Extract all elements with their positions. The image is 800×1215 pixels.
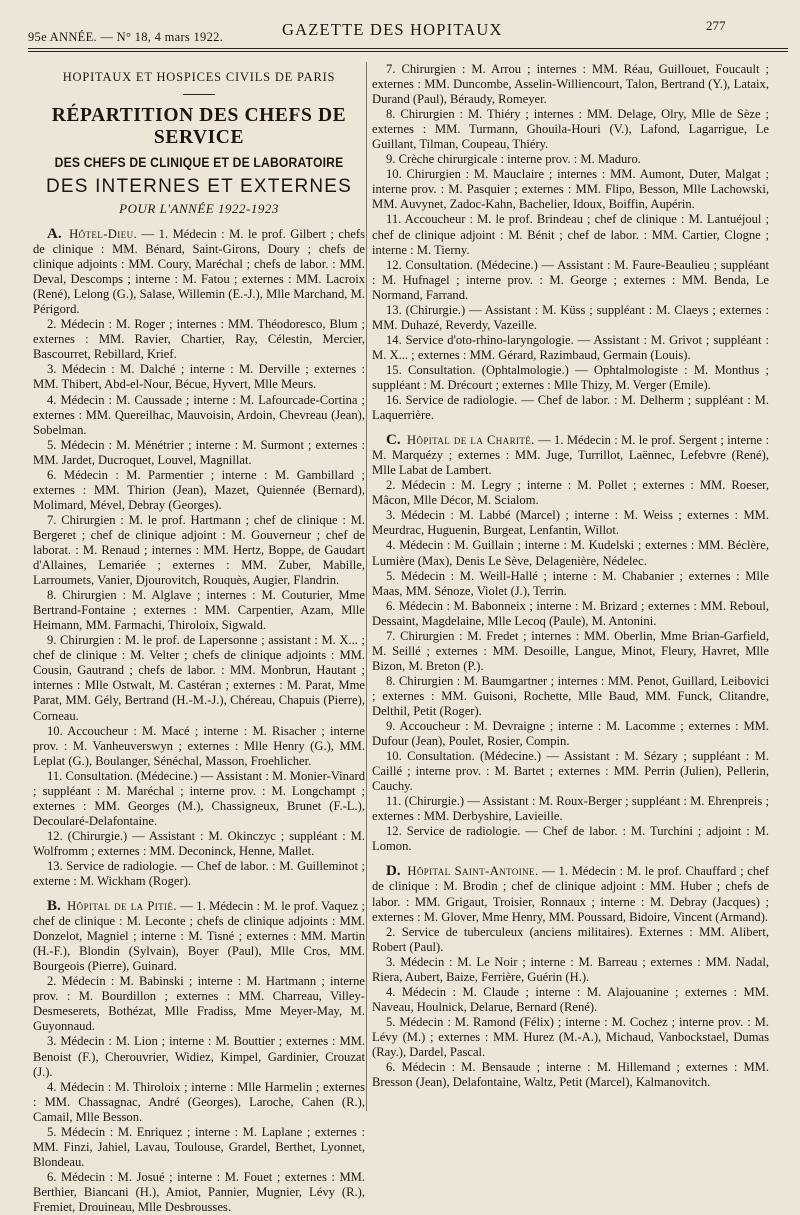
section-letter: C.: [386, 432, 401, 449]
service-entry: 16. Service de radiologie. — Chef de labor. : M. Delherm ; suppléant : M. Laquerrière.: [372, 393, 769, 423]
service-entry: 11. Consultation. (Médecine.) — Assistant : M. Monier-Vinard ; suppléant : M. Maréchal ; interne prov. : M. Longchampt ; externes : MM. Georges (M.), Chassigneux, Brunet (F.-L.), Decoularé-Delafontaine.: [33, 768, 365, 828]
service-entry: 3. Médecin : M. Le Noir ; interne : M. Barreau ; externes : MM. Nadal, Riera, Aubert, Baize, Ferrière, Guérin (H.).: [372, 954, 769, 984]
service-entry: 15. Consultation. (Ophtalmologie.) — Ophtalmologiste : M. Monthus ; suppléant : M. Drécourt ; externes : Mlle Thizy, M. Verger (Emile).: [372, 362, 769, 392]
journal-title: GAZETTE DES HOPITAUX: [282, 20, 503, 39]
service-entry: 12. Service de radiologie. — Chef de labor. : M. Turchini ; adjoint : M. Lomon.: [372, 824, 769, 854]
title-divider: [183, 94, 215, 95]
service-entry: 7. Chirurgien : M. Arrou ; internes : MM. Réau, Guillouet, Foucault ; externes : MM. Duncombe, Asselin-Williencourt, Talon, Bertrand (Y.), Lataix, Durand (Paul), Béraudy, Romeyer.: [372, 62, 769, 107]
service-entry: 9. Crèche chirurgicale : interne prov. : M. Maduro.: [386, 152, 641, 167]
service-entry: 2. Médecin : M. Babinski ; interne : M. Hartmann ; interne prov. : M. Bourdillon ; externes : MM. Charreau, Villey-Desmeserets, Bothézat, Mlle Fradiss, Mme Meyer-May, M. Guyonnaud.: [33, 974, 365, 1034]
hospital-name: Hôpital Saint-Antoine.: [407, 864, 539, 879]
section-pitie: [33, 899, 365, 1215]
right-column: [372, 62, 769, 1145]
service-entry: 5. Médecin : M. Ménétrier ; interne : M. Surmont ; externes : MM. Jardet, Ducroquet, Louvel, Magnillat.: [33, 437, 365, 467]
service-entry: 10. Chirurgien : M. Mauclaire ; internes : MM. Aumont, Duter, Malgat ; interne prov. : M. Pasquier ; externes : MM. Flipo, Besson, Mlle Lachowski, MM. Auvynet, Zadoc-Kahn, Bachelier, Idoux, Boiffin, Aupérin.: [372, 167, 769, 212]
service-entry: 12. Consultation. (Médecine.) — Assistant : M. Faure-Beaulieu ; suppléant : M. Hufnagel ; interne prov. : M. George ; externes : MM. Benda, Le Normand, Farrand.: [372, 257, 769, 302]
section-letter: D.: [386, 863, 401, 880]
section-saint-antoine: [372, 864, 769, 1090]
column-separator: [366, 62, 367, 1111]
section-letter: B.: [47, 898, 61, 915]
service-entry: 3. Médecin : M. Dalché ; interne : M. Derville ; externes : MM. Thibert, Abd-el-Nour, Bécue, Hyvert, Mlle Meurs.: [33, 362, 365, 392]
service-entry: 10. Consultation. (Médecine.) — Assistant : M. Sézary ; suppléant : M. Caillé ; interne prov. : M. Bartet ; externes : MM. Perrin (Julien), Pellerin, Cauchy.: [372, 749, 769, 794]
header-rule-bottom: [28, 51, 788, 52]
paragraph-text: — 1. Médecin : M. le prof. Gilbert ; chefs de clinique : MM. Bénard, Saint-Girons, Doury ; chefs de clinique adjoints : MM. Coury, Maréchal ; chefs de labor. : MM. Deval, Descomps ; interne : M. Fatou ; externes : MM. Lacroix (René), Lelong (G.), Salase, Willemin (E.-J.), Mlle Marchand, M. Périgord.: [33, 227, 365, 317]
service-entry: 6. Médecin : M. Josué ; interne : M. Fouet ; externes : MM. Berthier, Biancani (H.), Amiot, Pannier, Mugnier, Lévy (R.), Fremiet, Drouineau, Mlle Desbrousses.: [33, 1169, 365, 1214]
hospital-name: Hôpital de la Pitié.: [67, 899, 177, 914]
page-number: 277: [706, 18, 726, 33]
service-entry: 3. Médecin : M. Lion ; interne : M. Bouttier ; externes : MM. Benoist (F.), Cherouvrier, Widiez, Kimpel, Gardinier, Crouzat (J.).: [33, 1034, 365, 1079]
service-entry: 2. Médecin : M. Roger ; internes : MM. Théodoresco, Blum ; externes : MM. Ravier, Chartier, Ray, Célestin, Mercier, Bascourret, Rebillard, Krief.: [33, 317, 365, 362]
left-column: [33, 62, 365, 1214]
service-entry: 3. Médecin : M. Labbé (Marcel) ; interne : M. Weiss ; externes : MM. Meurdrac, Huguenin, Burgeat, Lenfantin, Willot.: [372, 508, 769, 538]
section-pitie-continued: [372, 62, 769, 423]
issue-info: 95e ANNÉE. — N° 18, 4 mars 1922.: [28, 30, 224, 44]
section-paragraph: [33, 899, 365, 974]
section-hotel-dieu: [33, 227, 365, 889]
service-entry: 13. Service de radiologie. — Chef de labor. : M. Guilleminot ; externe : M. Wickham (Roger).: [33, 858, 365, 889]
hospital-name: Hôpital de la Charité.: [406, 433, 535, 448]
service-entry: 4. Médecin : M. Thiroloix ; interne : Mlle Harmelin ; externes : MM. Chassagnac, André (Georges), Laroche, Cahen (R.), Camail, Mlle Besson.: [33, 1079, 365, 1124]
service-entry: 6. Médecin : M. Bensaude ; interne : M. Hillemand ; externes : MM. Bresson (Jean), Delafontaine, Waltz, Petit (Marcel), Kalmanovitch.: [372, 1060, 769, 1090]
service-entry: 5. Médecin : M. Ramond (Félix) ; interne : M. Cochez ; interne prov. : M. Lévy (M.) ; externes : MM. Hurez (M.-A.), Michaud, Vanbockstael, Dumas (Ray.), Dardel, Pascal.: [372, 1014, 769, 1059]
service-entry: 2. Service de tuberculeux (anciens militaires). Externes : MM. Alibert, Robert (Paul).: [372, 924, 769, 954]
service-entry: 14. Service d'oto-rhino-laryngologie. — Assistant : M. Grivot ; suppléant : M. X... ; externes : MM. Gérard, Razimbaud, Germain (Louis).: [372, 332, 769, 362]
year-line: POUR L'ANNÉE 1922-1923: [119, 201, 279, 216]
section-charite: [372, 433, 769, 854]
service-entry: 4. Médecin : M. Guillain ; interne : M. Kudelski ; externes : MM. Béclère, Lumière (Max), Denis Le Sève, Delagenière, Nédelec.: [372, 538, 769, 568]
service-entry: 8. Chirurgien : M. Thiéry ; internes : MM. Delage, Olry, Mlle de Sèze ; externes : MM. Turmann, Ghouila-Houri (V.), Lafond, Lagarrigue, Le Guillant, Tilman, Coupeau, Thiéry.: [372, 107, 769, 152]
hospitals-heading: HOPITAUX ET HOSPICES CIVILS DE PARIS: [62, 70, 336, 84]
paragraph-text: — 1. Médecin : M. le prof. Sergent ; interne : M. Marquézy ; externes : MM. Juge, Turrillot, Laënnec, Lefebvre (René), Mlle Labat de Lambert.: [372, 433, 769, 478]
service-entry: 11. (Chirurgie.) — Assistant : M. Roux-Berger ; suppléant : M. Ehrenpreis ; externes : MM. Derbyshire, Lavieille.: [372, 794, 769, 824]
service-entry: 11. Accoucheur : M. le prof. Brindeau ; chef de clinique : M. Lantuéjoul ; chef de clinique adjoint : M. Bénit ; chef de labor. : MM. Cartier, Clogne ; interne : M. Tierny.: [372, 212, 769, 257]
service-entry: 9. Accoucheur : M. Devraigne ; interne : M. Lacomme ; externes : MM. Dufour (Jean), Poulet, Rosier, Compin.: [372, 719, 769, 749]
service-entry: 2. Médecin : M. Legry ; interne : M. Pollet ; externes : MM. Roeser, Mâcon, Mlle Décor, M. Scialom.: [372, 478, 769, 508]
header-rule-top: [28, 48, 788, 49]
service-entry: 10. Accoucheur : M. Macé ; interne : M. Risacher ; interne prov. : M. Vanheuverswyn ; externes : Mlle Henry (G.), MM. Leplat (G.), Boulanger, Sénéchal, Masson, Froehlicher.: [33, 723, 365, 768]
hospital-name: Hôtel-Dieu.: [69, 227, 138, 241]
service-entry: 12. (Chirurgie.) — Assistant : M. Okinczyc ; suppléant : M. Wolfromm ; externes : MM. Deconinck, Henne, Mallet.: [33, 828, 365, 858]
service-entry: 6. Médecin : M. Babonneix ; interne : M. Brizard ; externes : MM. Reboul, Dessaint, Magdelaine, Mlle Lecoq (Paule), M. Antonini.: [372, 598, 769, 628]
service-entry: 8. Chirurgien : M. Baumgartner ; internes : MM. Penot, Guillard, Leibovici ; externes : MM. Guisoni, Rochette, Mlle Baud, MM. Funck, Clitandre, Delthil, Petit (Roger).: [372, 673, 769, 718]
service-entry: 4. Médecin : M. Caussade ; interne : M. Lafourcade-Cortina ; externes : MM. Quereilhac, Mauvoisin, Ardoin, Chevreau (Jean), Sobelman.: [33, 392, 365, 437]
subtitle-internes: DES INTERNES ET EXTERNES: [45, 176, 353, 197]
service-entry: 4. Médecin : M. Claude ; interne : M. Alajouanine ; externes : MM. Naveau, Houlnick, Delarue, Bernard (René).: [372, 984, 769, 1014]
running-header: [0, 0, 800, 60]
section-paragraph: [372, 864, 769, 924]
paragraph-text: — 1. Médecin : M. le prof. Vaquez ; chef de clinique : M. Leconte ; chefs de clinique adjoints : MM. Donzelot, Magniel ; interne : M. Tisné ; externes : MM. Martin (H.-F.), Blondin (Sylvain), Boyer (Paul), Mlle Cros, MM. Bourgeois (Pierre), Guinard.: [33, 899, 365, 974]
service-entry: 13. (Chirurgie.) — Assistant : M. Küss ; suppléant : M. Claeys ; externes : MM. Duhazé, Reverdy, Vazeille.: [372, 302, 769, 332]
service-entry: 5. Médecin : M. Weill-Hallé ; interne : M. Chabanier ; externes : Mlle Maas, MM. Sénoze, Violet (J.), Terrin.: [372, 568, 769, 598]
service-entry: 7. Chirurgien : M. Fredet ; internes : MM. Oberlin, Mme Brian-Garfield, M. Seillé ; externes : MM. Desoille, Langue, Minot, Fleury, Havret, Mlle Bizon, M. Breton (P.).: [372, 628, 769, 673]
service-entry: 7. Chirurgien : M. le prof. Hartmann ; chef de clinique : M. Bergeret ; chef de clinique adjoint : M. Gouverneur ; chef de laborat. : M. Renaud ; internes : MM. Hertz, Boppe, de Gaudart d'Allaines, Lemariée ; externes : MM. Zuber, Mabille, Larroumets, Vanier, Djourovitch, Rouquès, Augier, Flandrin.: [33, 512, 365, 588]
paragraph-text: — 1. Médecin : M. le prof. Chauffard ; chef de clinique : M. Brodin ; chef de clinique adjoint : MM. Huber ; chefs de labor. : MM. Grigaut, Troisier, Ronnaux ; interne : M. Debray (Jacques) ; externes : M. Glover, Mme Henry, MM. Poussard, Bidoire, Vincent (Armand).: [372, 864, 769, 924]
service-entry: 8. Chirurgien : M. Alglave ; internes : M. Couturier, Mme Bertrand-Fontaine ; externes : MM. Carpentier, Azam, Mlle Heimann, MM. Farmachi, Thiroloix, Sigwald.: [33, 588, 365, 633]
section-paragraph: [372, 433, 769, 478]
service-entry: 6. Médecin : M. Parmentier ; interne : M. Gambillard ; externes : MM. Thirion (Jean), Mazet, Quiennée (Bernard), Molimard, Mével, Debray (Georges).: [33, 467, 365, 512]
subtitle-chefs: DES CHEFS DE CLINIQUE ET DE LABORATOIRE: [54, 155, 344, 170]
main-title: RÉPARTITION DES CHEFS DE SERVICE: [51, 105, 347, 148]
service-entry: 5. Médecin : M. Enriquez ; interne : M. Laplane ; externes : MM. Finzi, Jahiel, Lavau, Toulouse, Grardel, Berthet, Lyonnet, Blondeau.: [33, 1124, 365, 1169]
section-paragraph: [33, 227, 365, 317]
section-letter: A.: [47, 226, 62, 242]
service-entry: 9. Chirurgien : M. le prof. de Lapersonne ; assistant : M. X... ; chef de clinique : M. Velter ; chefs de clinique adjoints : MM. Cousin, Gautrand ; chefs de labor. : MM. Monbrun, Hautant ; internes : Mlle Ostwalt, M. Castéran ; externes : M. Parat, Mme Parat, MM. Gély, Bertrand (H.-M.-J.), Chéreau, Chapuis (Pierre), Corneau.: [33, 633, 365, 723]
